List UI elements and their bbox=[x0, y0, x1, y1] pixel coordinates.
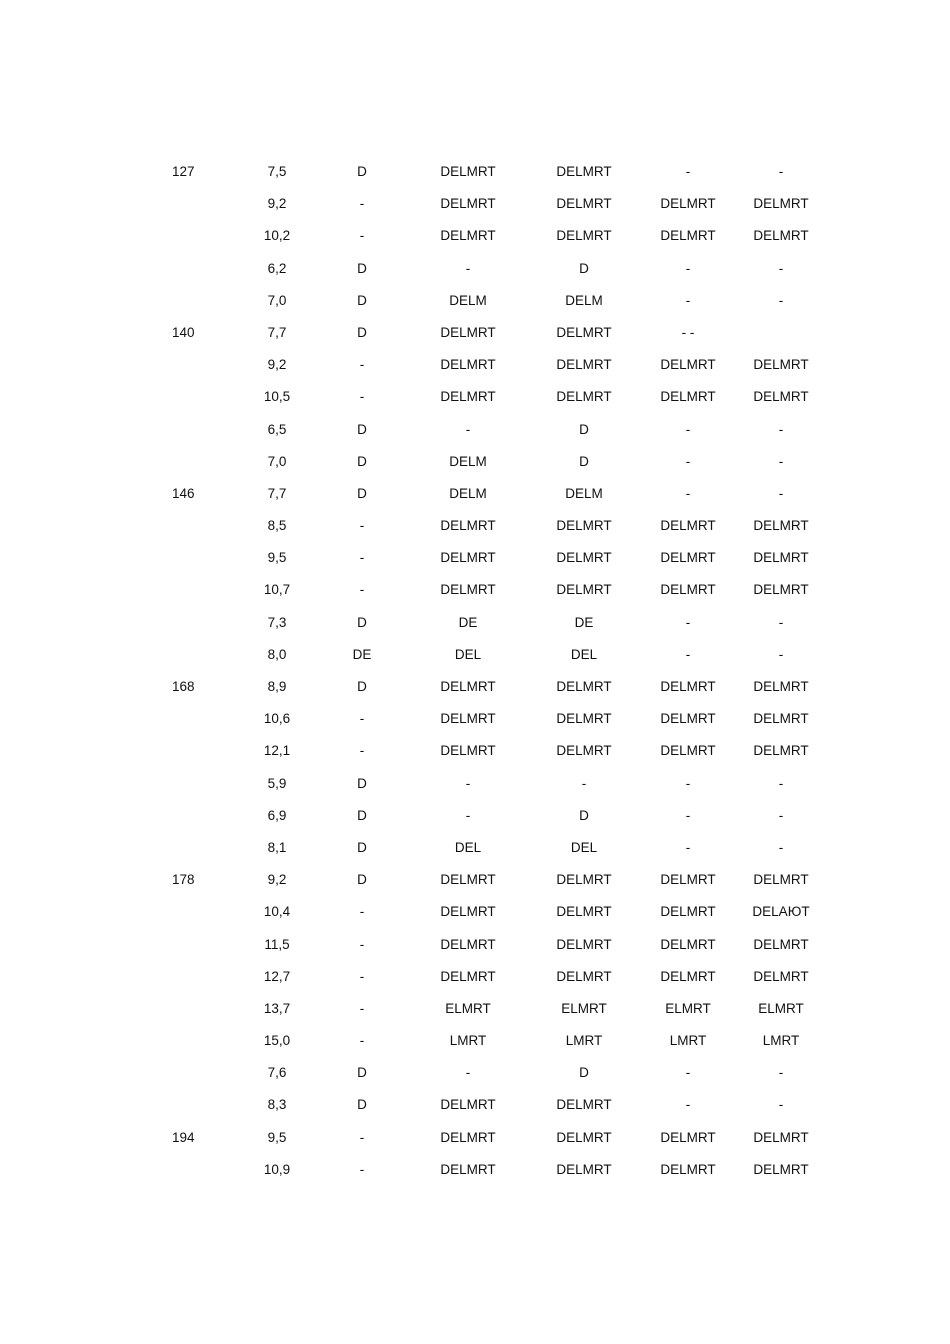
table-cell-col-b: DELMRT bbox=[440, 872, 496, 888]
table-cell-col-c: DELMRT bbox=[556, 904, 612, 920]
table-cell-col-b: DELM bbox=[449, 485, 487, 501]
table-cell-col-b: ELMRT bbox=[445, 1000, 491, 1016]
table-cell-col-d: DELMRT bbox=[660, 936, 716, 952]
table-cell-col-a: D bbox=[357, 807, 367, 823]
table-cell-col-c: DELMRT bbox=[556, 164, 612, 179]
table-cell-value: 7,5 bbox=[267, 164, 287, 179]
table-cell-col-d: DELMRT bbox=[660, 872, 716, 888]
table-cell-value: 10,9 bbox=[263, 1161, 291, 1177]
table-cell-col-c: DELMRT bbox=[556, 389, 612, 405]
table-cell-col-e: DELMRT bbox=[753, 518, 809, 534]
table-cell-value: 8,3 bbox=[267, 1097, 287, 1113]
table-cell-col-a: D bbox=[357, 679, 367, 694]
table-cell-value: 8,5 bbox=[267, 518, 287, 534]
table-row bbox=[0, 1122, 950, 1154]
table-cell-col-d: DELMRT bbox=[660, 196, 716, 212]
table-cell-col-c: D bbox=[579, 1065, 589, 1081]
table-cell-col-c: DELMRT bbox=[556, 1129, 612, 1145]
table-cell-col-c: DELMRT bbox=[556, 679, 612, 694]
table-cell-col-e: DELMRT bbox=[753, 679, 809, 694]
table-cell-col-b: - bbox=[465, 775, 471, 791]
table-cell-col-d: - bbox=[685, 775, 691, 791]
table-cell-col-c: D bbox=[579, 260, 589, 276]
table-cell-col-d: - bbox=[685, 1097, 691, 1113]
table-cell-col-b: DELMRT bbox=[440, 228, 496, 244]
table-cell-col-a: D bbox=[357, 292, 367, 308]
table-cell-value: 9,2 bbox=[267, 196, 287, 212]
table-row bbox=[0, 156, 950, 188]
table-cell-col-d: - bbox=[685, 164, 691, 179]
table-cell-col-d: - bbox=[685, 807, 691, 823]
table-cell-value: 11,5 bbox=[264, 936, 290, 952]
table-cell-value: 8,0 bbox=[267, 646, 287, 662]
table-cell-col-d: DELMRT bbox=[660, 582, 716, 598]
table-cell-col-d: DELMRT bbox=[660, 743, 716, 759]
table-cell-col-d: DELMRT bbox=[660, 228, 716, 244]
table-cell-col-d: - bbox=[685, 421, 691, 437]
table-cell-col-a: D bbox=[357, 614, 367, 630]
table-cell-col-d: DELMRT bbox=[660, 518, 716, 534]
table-cell-col-b: DELMRT bbox=[440, 164, 496, 179]
table-row bbox=[0, 253, 950, 285]
table-row bbox=[0, 285, 950, 317]
table-cell-col-e: - bbox=[778, 1065, 784, 1081]
table-cell-col-a: D bbox=[357, 1097, 367, 1113]
table-cell-value: 7,3 bbox=[267, 614, 287, 630]
table-cell-value: 12,1 bbox=[263, 743, 291, 759]
table-cell-col-d: LMRT bbox=[669, 1033, 707, 1049]
table-row bbox=[0, 414, 950, 446]
table-cell-col-c: DE bbox=[574, 614, 594, 630]
table-cell-col-a: D bbox=[357, 324, 367, 340]
table-cell-col-a: D bbox=[357, 775, 367, 791]
table-cell-value: 13,7 bbox=[263, 1000, 291, 1016]
table-cell-col-b: DELMRT bbox=[440, 936, 496, 952]
table-cell-col-c: DELMRT bbox=[556, 968, 612, 984]
table-cell-group-id: 140 bbox=[172, 324, 195, 340]
table-row bbox=[0, 220, 950, 252]
table-cell-col-a: - bbox=[359, 904, 365, 920]
table-cell-col-e: DELMRT bbox=[753, 1161, 809, 1177]
table-row bbox=[0, 607, 950, 639]
table-cell-col-e: - bbox=[778, 453, 784, 469]
table-cell-value: 5,9 bbox=[267, 775, 287, 791]
table-cell-value: 10,7 bbox=[263, 582, 291, 598]
table-cell-col-e: DELAЮT bbox=[752, 904, 810, 920]
table-cell-col-c: DELM bbox=[565, 292, 603, 308]
table-cell-col-c: DELMRT bbox=[556, 196, 612, 212]
table-cell-col-d: DELMRT bbox=[660, 679, 716, 694]
table-cell-col-e: - bbox=[778, 164, 784, 179]
table-row bbox=[0, 961, 950, 993]
table-cell-col-c: DELMRT bbox=[556, 324, 612, 340]
table-cell-col-d: - bbox=[685, 292, 691, 308]
table-cell-col-e: DELMRT bbox=[753, 743, 809, 759]
table-cell-col-b: DELMRT bbox=[440, 324, 496, 340]
table-cell-col-a: - bbox=[359, 968, 365, 984]
table-cell-col-a: - bbox=[359, 582, 365, 598]
table-cell-col-c: DELMRT bbox=[556, 518, 612, 534]
table-cell-col-e: DELMRT bbox=[753, 582, 809, 598]
table-cell-col-d: - - bbox=[681, 324, 695, 340]
table-cell-col-a: D bbox=[357, 260, 367, 276]
table-cell-group-id: 127 bbox=[172, 164, 195, 179]
table-cell-col-e: DELMRT bbox=[753, 968, 809, 984]
table-cell-col-b: DE bbox=[458, 614, 478, 630]
table-cell-col-e: - bbox=[778, 1097, 784, 1113]
table-cell-col-a: - bbox=[359, 1000, 365, 1016]
table-cell-group-id: 146 bbox=[172, 485, 195, 501]
table-cell-col-e: - bbox=[778, 614, 784, 630]
table-cell-col-c: DELMRT bbox=[556, 1097, 612, 1113]
table-cell-col-b: - bbox=[465, 807, 471, 823]
table-cell-value: 9,5 bbox=[267, 1129, 287, 1145]
table-cell-col-a: D bbox=[357, 453, 367, 469]
table-cell-col-a: D bbox=[357, 872, 367, 888]
table-cell-col-c: DELMRT bbox=[556, 582, 612, 598]
table-cell-col-e: - bbox=[778, 775, 784, 791]
table-cell-col-b: DELMRT bbox=[440, 196, 496, 212]
table-cell-col-b: - bbox=[465, 421, 471, 437]
table-row bbox=[0, 800, 950, 832]
table-cell-col-b: - bbox=[465, 260, 471, 276]
table-cell-col-b: DELM bbox=[449, 453, 487, 469]
table-cell-col-d: DELMRT bbox=[660, 711, 716, 727]
table-row bbox=[0, 1154, 950, 1186]
table-cell-col-e: DELMRT bbox=[753, 1129, 809, 1145]
table-cell-col-b: - bbox=[465, 1065, 471, 1081]
table-cell-col-b: DELMRT bbox=[440, 904, 496, 920]
table-cell-value: 7,0 bbox=[267, 292, 287, 308]
table-cell-col-e: LMRT bbox=[762, 1033, 800, 1049]
table-row bbox=[0, 478, 950, 510]
table-cell-value: 12,7 bbox=[263, 968, 291, 984]
table-cell-col-a: - bbox=[359, 357, 365, 373]
table-row bbox=[0, 510, 950, 542]
table-cell-col-a: - bbox=[359, 518, 365, 534]
table-row bbox=[0, 1089, 950, 1121]
table-cell-col-a: D bbox=[357, 1065, 367, 1081]
table-cell-col-b: LMRT bbox=[449, 1033, 487, 1049]
table-cell-col-c: D bbox=[579, 421, 589, 437]
table-cell-col-d: DELMRT bbox=[660, 968, 716, 984]
table-cell-col-a: - bbox=[359, 711, 365, 727]
table-cell-col-c: DELM bbox=[565, 485, 603, 501]
table-row bbox=[0, 993, 950, 1025]
table-cell-col-c: LMRT bbox=[565, 1033, 603, 1049]
table-cell-col-e: DELMRT bbox=[753, 389, 809, 405]
table-row bbox=[0, 896, 950, 928]
table-row bbox=[0, 832, 950, 864]
table-row bbox=[0, 574, 950, 606]
table-cell-col-c: D bbox=[579, 807, 589, 823]
table-cell-col-d: - bbox=[685, 646, 691, 662]
table-cell-col-e: DELMRT bbox=[753, 196, 809, 212]
table-cell-col-d: - bbox=[685, 1065, 691, 1081]
table-cell-col-b: DELMRT bbox=[440, 968, 496, 984]
table-cell-col-e: DELMRT bbox=[753, 872, 809, 888]
table-cell-value: 9,5 bbox=[267, 550, 287, 566]
table-cell-value: 9,2 bbox=[267, 872, 287, 888]
table-cell-col-d: - bbox=[685, 453, 691, 469]
table-cell-col-d: DELMRT bbox=[660, 904, 716, 920]
table-row bbox=[0, 768, 950, 800]
table-cell-col-c: ELMRT bbox=[561, 1000, 607, 1016]
table-cell-col-b: DELMRT bbox=[440, 743, 496, 759]
table-row bbox=[0, 349, 950, 381]
table-row bbox=[0, 639, 950, 671]
table-cell-col-a: - bbox=[359, 1129, 365, 1145]
table-cell-value: 8,9 bbox=[267, 679, 287, 694]
table-cell-value: 6,5 bbox=[267, 421, 287, 437]
table-cell-col-d: DELMRT bbox=[660, 357, 716, 373]
table-cell-col-a: - bbox=[359, 936, 365, 952]
table-cell-col-a: - bbox=[359, 1161, 365, 1177]
table-cell-col-d: - bbox=[685, 260, 691, 276]
table-row bbox=[0, 446, 950, 478]
table-cell-col-b: DELMRT bbox=[440, 550, 496, 566]
table-cell-col-c: DELMRT bbox=[556, 1161, 612, 1177]
table-cell-group-id: 178 bbox=[172, 872, 195, 888]
table-cell-col-e: ELMRT bbox=[758, 1000, 804, 1016]
table-cell-col-b: DELMRT bbox=[440, 679, 496, 694]
table-cell-col-d: DELMRT bbox=[660, 550, 716, 566]
table-cell-col-e: DELMRT bbox=[753, 357, 809, 373]
table-cell-col-d: DELMRT bbox=[660, 1129, 716, 1145]
table-row bbox=[0, 703, 950, 735]
table-row bbox=[0, 671, 950, 703]
table-cell-col-e: DELMRT bbox=[753, 711, 809, 727]
table-cell-col-a: - bbox=[359, 550, 365, 566]
table-row bbox=[0, 735, 950, 767]
table-cell-col-e: - bbox=[778, 292, 784, 308]
table-cell-value: 7,7 bbox=[267, 485, 287, 501]
table-cell-col-b: DEL bbox=[454, 839, 482, 855]
table-cell-col-b: DELMRT bbox=[440, 711, 496, 727]
table-cell-col-e: DELMRT bbox=[753, 936, 809, 952]
table-cell-group-id: 168 bbox=[172, 679, 195, 694]
table-cell-col-d: - bbox=[685, 839, 691, 855]
table-cell-value: 10,5 bbox=[263, 389, 291, 405]
table-cell-value: 15,0 bbox=[263, 1033, 291, 1049]
table-cell-col-c: D bbox=[579, 453, 589, 469]
table-cell-col-a: D bbox=[357, 485, 367, 501]
table-cell-col-a: D bbox=[357, 839, 367, 855]
table-cell-col-c: DEL bbox=[570, 839, 598, 855]
table-cell-col-e: DELMRT bbox=[753, 550, 809, 566]
table-cell-col-e: - bbox=[778, 421, 784, 437]
table-cell-value: 10,2 bbox=[263, 228, 291, 244]
table-cell-col-a: - bbox=[359, 389, 365, 405]
table-cell-col-c: - bbox=[581, 775, 587, 791]
table-cell-col-d: DELMRT bbox=[660, 1161, 716, 1177]
table-cell-value: 10,6 bbox=[263, 711, 291, 727]
table-cell-col-c: DELMRT bbox=[556, 711, 612, 727]
table-row bbox=[0, 929, 950, 961]
table-cell-col-b: DELM bbox=[449, 292, 487, 308]
table-cell-col-c: DELMRT bbox=[556, 228, 612, 244]
table-cell-col-c: DELMRT bbox=[556, 743, 612, 759]
table-cell-col-b: DELMRT bbox=[440, 357, 496, 373]
table-cell-col-c: DELMRT bbox=[556, 550, 612, 566]
table-cell-col-b: DEL bbox=[454, 646, 482, 662]
table-cell-col-b: DELMRT bbox=[440, 518, 496, 534]
table-row bbox=[0, 381, 950, 413]
table-row bbox=[0, 317, 950, 349]
table-row bbox=[0, 542, 950, 574]
table-cell-col-a: D bbox=[357, 164, 367, 179]
table-cell-col-d: - bbox=[685, 614, 691, 630]
table-cell-group-id: 194 bbox=[172, 1129, 195, 1145]
table-cell-col-a: - bbox=[359, 1033, 365, 1049]
table-cell-col-d: - bbox=[685, 485, 691, 501]
table-cell-col-e: - bbox=[778, 807, 784, 823]
data-table bbox=[0, 156, 950, 1186]
table-cell-value: 7,6 bbox=[267, 1065, 287, 1081]
table-row bbox=[0, 188, 950, 220]
table-cell-col-a: - bbox=[359, 228, 365, 244]
table-cell-col-c: DELMRT bbox=[556, 357, 612, 373]
table-cell-col-a: - bbox=[359, 196, 365, 212]
table-cell-col-b: DELMRT bbox=[440, 582, 496, 598]
table-cell-value: 7,7 bbox=[267, 324, 287, 340]
table-cell-col-b: DELMRT bbox=[440, 1161, 496, 1177]
table-cell-col-d: ELMRT bbox=[665, 1000, 711, 1016]
table-cell-col-c: DELMRT bbox=[556, 872, 612, 888]
table-cell-value: 10,4 bbox=[263, 904, 291, 920]
table-cell-col-c: DELMRT bbox=[556, 936, 612, 952]
table-cell-col-e: - bbox=[778, 839, 784, 855]
table-cell-col-e: - bbox=[778, 485, 784, 501]
table-cell-col-c: DEL bbox=[570, 646, 598, 662]
table-cell-col-e: DELMRT bbox=[753, 228, 809, 244]
table-row bbox=[0, 864, 950, 896]
table-cell-col-e: - bbox=[778, 646, 784, 662]
table-cell-col-a: D bbox=[357, 421, 367, 437]
table-cell-col-a: DE bbox=[352, 646, 372, 662]
table-cell-value: 9,2 bbox=[267, 357, 287, 373]
table-cell-col-b: DELMRT bbox=[440, 1129, 496, 1145]
table-cell-col-e: - bbox=[778, 260, 784, 276]
table-cell-col-d: DELMRT bbox=[660, 389, 716, 405]
table-cell-value: 7,0 bbox=[267, 453, 287, 469]
table-row bbox=[0, 1025, 950, 1057]
table-cell-value: 6,9 bbox=[267, 807, 287, 823]
table-cell-col-b: DELMRT bbox=[440, 1097, 496, 1113]
table-cell-value: 8,1 bbox=[267, 839, 287, 855]
table-row bbox=[0, 1057, 950, 1089]
table-cell-col-b: DELMRT bbox=[440, 389, 496, 405]
table-cell-col-a: - bbox=[359, 743, 365, 759]
table-cell-value: 6,2 bbox=[267, 260, 287, 276]
